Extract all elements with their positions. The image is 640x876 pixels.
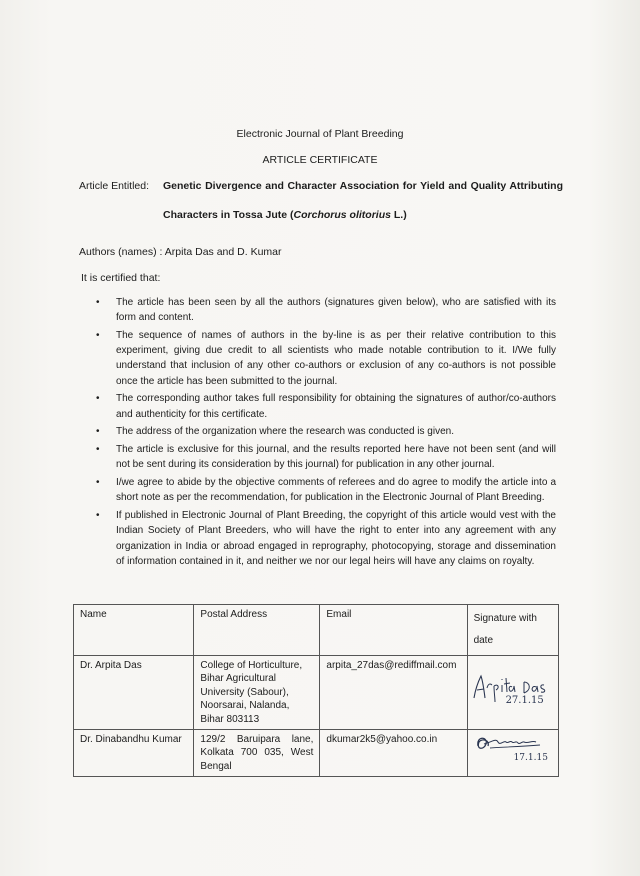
list-item-text: The address of the organization where the research was conducted is given. <box>116 426 454 438</box>
list-item <box>96 508 556 569</box>
bullet-icon: • <box>96 393 100 405</box>
list-item <box>96 391 556 421</box>
title-prefix: Characters in Tossa Jute ( <box>163 209 294 221</box>
bullet-icon: • <box>96 477 100 489</box>
article-entitled-label: Article Entitled: <box>79 180 150 192</box>
header-signature: Signature with date <box>467 605 558 656</box>
list-item <box>96 295 556 325</box>
list-item <box>96 475 556 505</box>
list-item <box>96 424 556 439</box>
list-item-text: The sequence of names of authors in the by-line is as per their relative contribution to this experiment, giving due credit to all scientists who made notable contribution to it. I/We fully understand that inclusion of any other co-authors or exclusion of any co-authors is not possible once the article has been submitted to the journal. <box>116 330 556 387</box>
title-suffix: L.) <box>390 209 407 221</box>
list-item-text: I/we agree to abide by the objective comments of referees and do agree to modify the article into a short note as per the recommendation, for publication in the Electronic Journal of Plant Breeding. <box>116 477 556 504</box>
table-header-row <box>74 605 559 656</box>
header-postal-address: Postal Address <box>194 605 320 656</box>
bullet-icon: • <box>96 510 100 522</box>
list-item-text: The article has been seen by all the authors (signatures given below), who are satisfied with its form and content. <box>116 297 556 324</box>
author-email: arpita_27das@rediffmail.com <box>320 656 467 730</box>
article-title-line1: Genetic Divergence and Character Association for Yield and Quality Attributing <box>163 180 563 192</box>
table-row <box>74 730 559 777</box>
authors-table <box>73 604 559 777</box>
author-email: dkumar2k5@yahoo.co.in <box>320 730 467 777</box>
signature-date: 27.1.15 <box>505 695 544 706</box>
list-item-text: The corresponding author takes full responsibility for obtaining the signatures of author/co-authors and authenticity for this certificate. <box>116 393 556 420</box>
authors-line: Authors (names) : Arpita Das and D. Kumar <box>79 246 282 258</box>
bullet-icon: • <box>96 426 100 438</box>
header-name: Name <box>74 605 194 656</box>
bullet-icon: • <box>96 297 100 308</box>
journal-name: Electronic Journal of Plant Breeding <box>236 128 404 140</box>
certification-list <box>96 295 556 572</box>
species-name: Corchorus olitorius <box>293 209 391 221</box>
author-name: Dr. Dinabandhu Kumar <box>74 730 194 777</box>
signature-date: 17.1.15 <box>513 753 548 764</box>
list-item-text: The article is exclusive for this journal, and the results reported here have not been sent (and will not be sent during its consideration by this journal) for publication in any other journal. <box>116 444 556 471</box>
certificate-heading: ARTICLE CERTIFICATE <box>262 154 378 166</box>
author-address: 129/2 Baruipara lane, Kolkata 700 035, West Bengal <box>194 730 320 777</box>
certified-intro: It is certified that: <box>81 272 161 284</box>
list-item <box>96 328 556 389</box>
author-name: Dr. Arpita Das <box>74 656 194 730</box>
list-item-text: If published in Electronic Journal of Plant Breeding, the copyright of this article would vest with the Indian Society of Plant Breeders, who will have the right to enter into any agreement with any organization in India or abroad engaged in reprography, photocopying, storage and dissemination of information contained in it, and neither we nor our legal heirs will have any claims on royalty. <box>116 510 556 567</box>
signature-cell <box>467 730 558 777</box>
bullet-icon: • <box>96 444 100 456</box>
header-email: Email <box>320 605 467 656</box>
author-address: College of Horticulture, Bihar Agricultural University (Sabour), Noorsarai, Nalanda, Bihar 803113 <box>194 656 320 730</box>
table-row <box>74 656 559 730</box>
bullet-icon: • <box>96 330 100 341</box>
list-item <box>96 442 556 472</box>
signature-cell <box>467 656 558 730</box>
article-title-line2 <box>163 209 407 221</box>
